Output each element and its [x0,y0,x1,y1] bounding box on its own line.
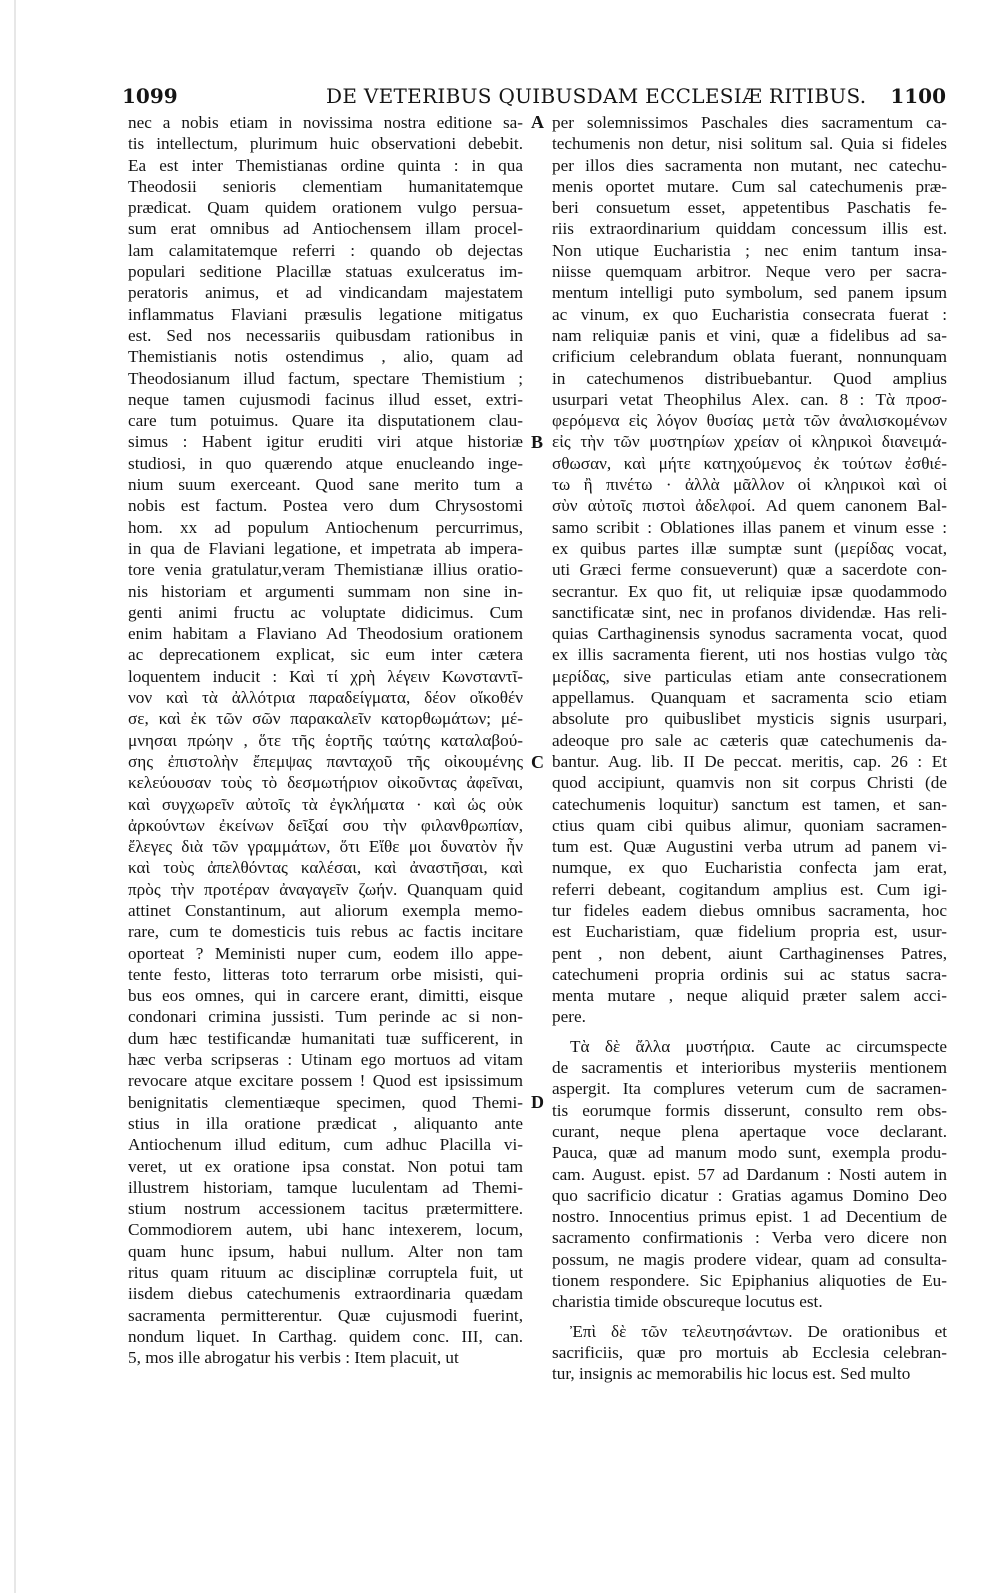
text-line: stium nostrum accessionem tacitus prætermittere. [128,1199,523,1219]
text-line: quam hunc ipsum, habui nullum. Alter non tam [128,1241,523,1261]
text-line: Pauca, quæ ad manum modo sunt, exempla produ- [552,1143,947,1163]
text-line: μνησαι πρώην , ὅτε τῆς ἑορτῆς ταύτης καταλαβού- [128,730,523,750]
text-line: bus eos omnes, qui in carcere erant, dimitti, eisque [128,986,523,1006]
text-line: inflammatus Flaviani præsulis legatione mitigatus [128,304,523,324]
text-line: appellamus. Quanquam et sacramenta scio etiam [552,688,947,708]
text-line: care tum potuimus. Quare ita disputationem clau- [128,411,523,431]
text-line: φερόμενα εἰς λόγον θυσίας μετὰ τῶν ἀναλισκομένων [552,411,947,431]
text-line: possum, ne magis prodere videar, quam ad consulta- [552,1249,947,1269]
text-line: Non utique Eucharistia ; nec enim tantum insa- [552,240,947,260]
margin-marker-d: D [531,1092,544,1112]
right-column [552,112,947,1385]
text-line: adeoque pro sale ac cæteris quæ catechumenis da- [552,730,947,750]
text-line: quo sacrificio dicatur : Gratias agamus Domino Deo [552,1185,947,1205]
text-line: ac vinum, ex quo Eucharistia consecrata fuerat : [552,304,947,324]
text-line: beri consuetum esset, appetentibus Paschatis fe- [552,198,947,218]
page-number-right: 1100 [890,84,946,108]
text-line: menis oportet mutare. Cum sal catechumenis præ- [552,176,947,196]
text-line: ex quibus partes illæ sumptæ sunt (μερίδας vocat, [552,538,947,558]
text-line: illustrem historiam, tamque luculentam ad Themi- [128,1177,523,1197]
text-line: ritus quam rituum ac disciplinæ corruptela fuit, ut [128,1263,523,1283]
text-line: tis eorumque formis disserunt, consulto rem obs- [552,1100,947,1120]
text-line: ἀρκούντων ἐκείνων δεῖξαί σου τὴν φιλανθρωπίαν, [128,815,523,835]
text-line: referri debeant, cogitandum amplius est. Cum igi- [552,879,947,899]
text-line: catechumeni propria ordinis sui ac status sacra- [552,964,947,984]
text-line: Τὰ δὲ ἄλλα μυστήρια. Caute ac circumspecte [570,1036,947,1056]
text-line: tore venia gratulatur,veram Themistianæ illius oratio- [128,560,523,580]
text-line: rare, cum te domesticis tuis rebus ac factis incitare [128,922,523,942]
text-line: τω ἢ πινέτω · ἀλλὰ μᾶλλον οἱ κληρικοὶ καὶ οἱ [552,475,947,495]
margin-marker-c: C [531,752,544,772]
text-line: καὶ τοὺς ἀπελθόντας καλέσαι, καὶ ἀναστῆσαι, καὶ [128,858,523,878]
text-line: in catechumenos distribuebantur. Quod amplius [552,368,947,388]
text-line: nostro. Innocentius primus epist. 1 ad Decentium de [552,1207,947,1227]
text-line: nis historiam et argumenti summam non sine in- [128,581,523,601]
page-number-left: 1099 [122,84,178,108]
text-line: prædicat. Quam quidem orationem vulgo persua- [128,198,523,218]
text-line: Antiochenum illud editum, cum adhuc Placilla vi- [128,1135,523,1155]
text-line: Theodosii senioris clementiam humanitatemque [128,176,523,196]
text-line: καὶ συγχωρεῖν αὐτοῖς τὰ ἐγκλήματα · καὶ ὡς οὐκ [128,794,523,814]
text-line: tente festo, litteras toto terrarum orbe misisti, qui- [128,964,523,984]
text-line: charistia timide obscureque locutus est. [552,1292,823,1312]
text-line: pent , non debent, aiunt Carthaginenses Patres, [552,943,947,963]
text-line: aspergit. Ita complures veterum cum de sacramen- [552,1079,947,1099]
text-line: tionem respondere. Sic Epiphanius aliquoties de Eu- [552,1271,947,1291]
text-line: σε, καὶ ἐκ τῶν σῶν παρακαλεῖν κατορθωμάτων; μέ- [128,709,523,729]
text-line: ἔλεγες διὰ τῶν γραμμάτων, ὅτι Εἴθε μοι δυνατὸν ἦν [128,837,523,857]
text-line: sacramento confirmationis : Verba vero dicere non [552,1228,947,1248]
text-line: Ἐπὶ δὲ τῶν τελευτησάντων. De orationibus et [570,1321,947,1341]
text-line: hæc verba scripseras : Utinam ego mortuos ad vitam [128,1050,523,1070]
text-line: condonari crimina jussisti. Tum perinde ac si non- [128,1007,523,1027]
text-line: usurpari vetat Theophilus Alex. can. 8 : Τὰ προσ- [552,389,947,409]
text-line: populari seditione Placillæ statuas exulceratus im- [128,262,523,282]
text-line: νον καὶ τὰ ἀλλότρια παραδείγματα, δέον οἴκοθέν [128,688,523,708]
text-line: Theodosianum illud factum, spectare Themistium ; [128,368,523,388]
text-line: genti animi fructu ac voluptate didicimus. Cum [128,602,523,622]
text-line: techumenis non detur, nisi solitum sal. Quia si fideles [552,134,947,154]
text-line: sacrificiis, quæ pro mortuis ab Ecclesia celebran- [552,1342,947,1362]
text-line: curant, neque plena apertaque voce declarant. [552,1121,947,1141]
text-line: crificium celebrandum oblata fuerant, nonnunquam [552,347,947,367]
text-line: σης ἐπιστολὴν ἔπεμψας πανταχοῦ τῆς οἰκουμένης [128,751,523,771]
text-line: σθωσαν, καὶ μήτε κατηχούμενος ἐκ τούτων ἐσθιέ- [552,453,947,473]
text-line: εἰς τὴν τῶν μυστηρίων χρείαν οἱ κληρικοὶ διανειμά- [552,432,947,452]
text-line: nec a nobis etiam in novissima nostra editione sa- [128,113,523,132]
text-line: enim habitam a Flaviano Ad Theodosium orationem [128,624,523,644]
text-line: πρὸς τὴν προτέραν ἀναγαγεῖν ζωήν. Quanquam quid [128,879,523,899]
text-line: tur, insignis ac memorabilis hic locus est. Sed multo [552,1364,911,1384]
text-line: sum erat omnibus ad Antiochensem illam procel- [128,219,523,239]
text-line: simus : Habent igitur eruditi viri atque historiæ [128,432,523,452]
text-line: nam reliquiæ panis et vini, quæ a fidelibus ad sa- [552,325,947,345]
text-line: Commodiorem autem, ubi hanc intexerem, locum, [128,1220,523,1240]
text-line: veret, ut ex oratione ipsa constat. Non potui tam [128,1156,523,1176]
text-line: tum est. Quæ Augustini verba utrum ad panem vi- [552,837,947,857]
text-line: μερίδας, sive particulas etiam ante consecrationem [552,666,947,686]
text-line: nium suum exerceant. Quod sane merito tum a [128,475,523,495]
paragraph-gap [552,1313,947,1321]
text-line: de sacramentis et interioribus mysteriis mentionem [552,1058,947,1078]
text-line: 5, mos ille abrogatur his verbis : Item placuit, ut [128,1348,459,1368]
scan-edge [14,0,16,1593]
text-line: lam calamitatemque referri : quando ob dejectas [128,240,523,260]
text-line: absolute pro quibuslibet mysticis signis usurpari, [552,709,947,729]
text-line: menta mutare , neque aliquid præter salem acci- [552,986,947,1006]
text-line: revocare atque excitare possem ! Quod est ipsissimum [128,1071,523,1091]
margin-marker-b: B [531,432,544,452]
text-line: bantur. Aug. lib. II De peccat. meritis, cap. 26 : Et [552,751,947,771]
text-line: est Eucharistiam, quæ fidelium propria est, usur- [552,922,947,942]
text-line: sanctificatæ sint, nec in profanos dividendæ. Has reli- [552,602,947,622]
text-line: σὺν αὐτοῖς πιστοὶ ἀδελφοί. Ad quem canonem Bal- [552,496,947,516]
text-line: in qua de Flaviani legatione, et impetrata ab impera- [128,538,523,558]
text-line: attinet Constantinum, aut aliorum exempla memo- [128,900,523,920]
text-line: secrantur. Ex quo fit, ut reliquiæ ipsæ quodammodo [552,581,947,601]
text-line: peratoris animus, et ad vindicandam majestatem [128,283,523,303]
left-column [128,112,523,1369]
text-line: uti Græci ferme consueverunt) quæ a sacerdote con- [552,560,947,580]
text-line: quod accipiunt, quamvis non sit corpus Christi (de [552,773,947,793]
text-line: per solemnissimos Paschales dies sacramentum ca- [552,113,947,132]
paragraph-gap [552,1028,947,1036]
text-line: sacramenta permitterentur. Quæ cujusmodi fuerint, [128,1305,523,1325]
text-line: per illos dies sacramenta non mutant, nec catechu- [552,155,947,175]
text-line: numque, ex quo Eucharistia confecta jam erat, [552,858,947,878]
text-line: tur fideles eadem diebus omnibus sacramenta, hoc [552,900,947,920]
text-line: samo scribit : Oblationes illas panem et vinum esse : [552,517,947,537]
text-line: neque tamen cujusmodi facinus illud esset, extri- [128,389,523,409]
text-line: riis extraordinarium quiddam concessum illis est. [552,219,947,239]
text-line: ctius quam cibi quibus alimur, quoniam sacramen- [552,815,947,835]
running-title: DE VETERIBUS QUIBUSDAM ECCLESIÆ RITIBUS. [326,84,867,108]
text-line: Ea est inter Themistianas ordine quinta : in qua [128,155,523,175]
text-line: Themistianis notis ostendimus , alio, quam ad [128,347,523,367]
text-line: dum hæc testificandæ humanitati tuæ sufficerent, in [128,1028,523,1048]
text-line: nondum liquet. In Carthag. quidem conc. III, can. [128,1326,523,1346]
text-line: mentum intelligi puto symbolum, sed panem ipsum [552,283,947,303]
text-line: iisdem diebus catechumenis extraordinaria quædam [128,1284,523,1304]
text-line: benignitatis clementiæque specimen, quod Themi- [128,1092,523,1112]
text-line: ex illis sacramenta fierent, uti nos hostias vulgo τὰς [552,645,947,665]
text-line: stius in illa oratione prædicat , aliquanto ante [128,1113,523,1133]
page-header [0,80,984,110]
text-line: quias Carthaginensis synodus sacramenta vocat, quod [552,624,947,644]
text-line: pere. [552,1007,586,1027]
text-line: loquentem inducit : Καὶ τί χρὴ λέγειν Κωνσταντῖ- [128,666,523,686]
text-line: ac deprecationem explicat, sic eum inter cætera [128,645,523,665]
margin-marker-a: A [531,112,544,132]
text-line: hom. xx ad populum Antiochenum percurrimus, [128,517,523,537]
text-line: κελεύουσαν τοὺς τὸ δεσμωτήριον οἰκοῦντας ἀφεῖναι, [128,773,523,793]
text-line: nobis est factum. Postea vero dum Chrysostomi [128,496,523,516]
text-line: studiosi, in quo quærendo atque enucleando inge- [128,453,523,473]
text-line: niisse quemquam arbitror. Neque vero per sacra- [552,262,947,282]
text-line: est. Sed nos necessariis quibusdam rationibus in [128,325,523,345]
text-line: oporteat ? Meministi nuper cum, eodem illo appe- [128,943,523,963]
text-line: tis intellectum, plurimum huic observationi debebit. [128,134,523,154]
text-line: catechumenis loquitur) sanctum est tamen, et san- [552,794,947,814]
text-line: cam. August. epist. 57 ad Dardanum : Nosti autem in [552,1164,947,1184]
